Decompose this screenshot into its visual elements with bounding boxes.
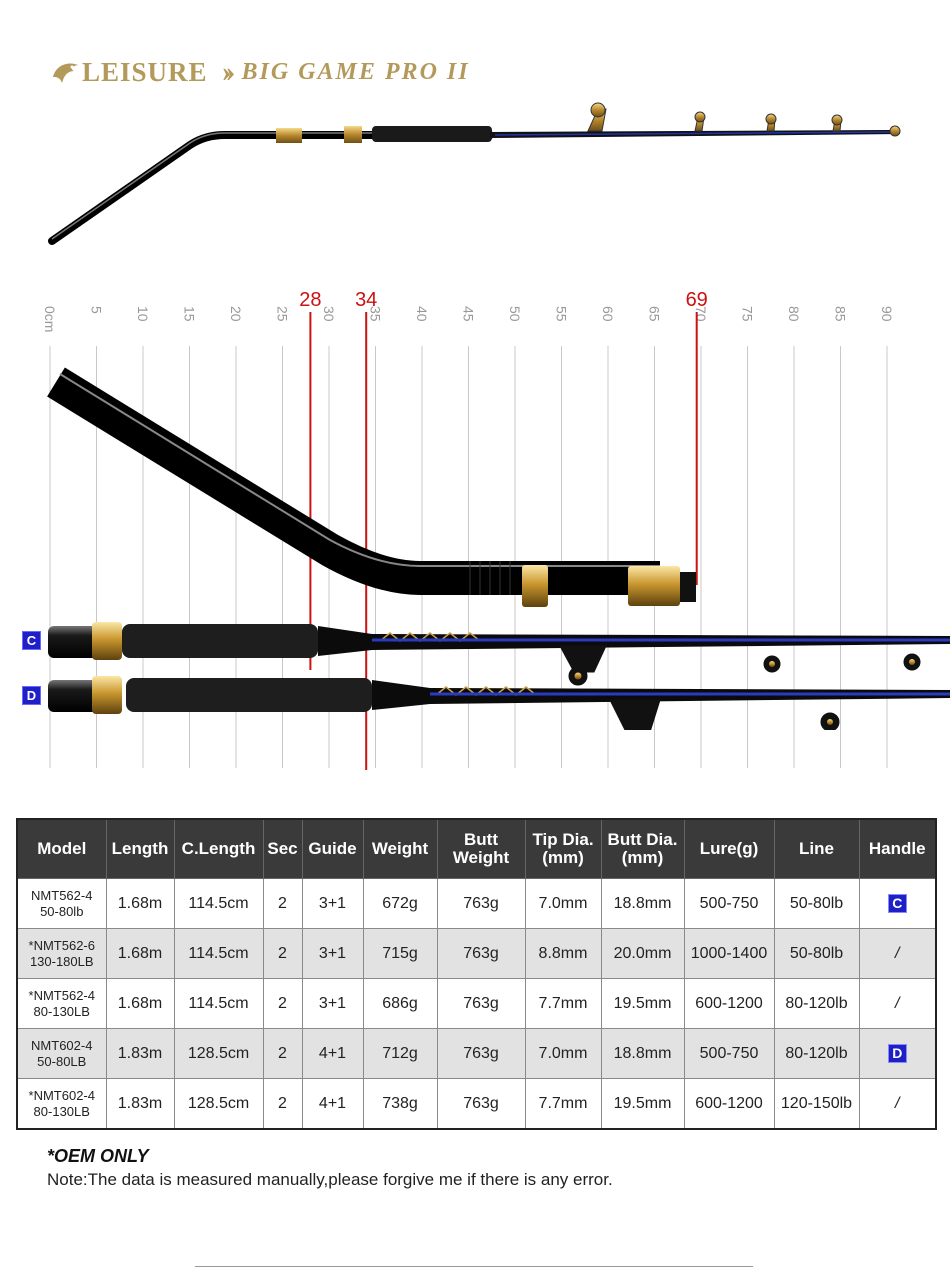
handle-none: / bbox=[895, 944, 900, 962]
length-cell: 1.68m bbox=[106, 979, 174, 1029]
butt-weight-cell: 763g bbox=[437, 1079, 525, 1130]
handle-d-badge: D bbox=[23, 687, 40, 704]
table-header-cell: Tip Dia. (mm) bbox=[525, 819, 601, 879]
butt-weight-cell: 763g bbox=[437, 1029, 525, 1079]
ruler-marker-label: 28 bbox=[299, 289, 322, 311]
weight-cell: 672g bbox=[363, 879, 437, 929]
ruler-marker-label: 34 bbox=[355, 289, 378, 311]
lure-cell: 600-1200 bbox=[684, 979, 774, 1029]
handle-cell bbox=[859, 929, 936, 979]
table-row bbox=[17, 1029, 936, 1079]
clength-cell: 114.5cm bbox=[174, 879, 263, 929]
model-cell: *NMT562-4 80-130LB bbox=[17, 979, 106, 1029]
brand-logo-text: LEISURE bbox=[82, 56, 208, 87]
weight-cell: 715g bbox=[363, 929, 437, 979]
table-row bbox=[17, 1079, 936, 1130]
line-cell: 50-80lb bbox=[774, 879, 859, 929]
sec-cell: 2 bbox=[263, 979, 302, 1029]
table-header-cell: Guide bbox=[302, 819, 363, 879]
handle-c-rod bbox=[48, 622, 950, 685]
length-cell: 1.68m bbox=[106, 929, 174, 979]
clength-cell: 128.5cm bbox=[174, 1029, 263, 1079]
table-header-row bbox=[17, 819, 936, 879]
ruler-tick-label: 35 bbox=[367, 306, 384, 322]
weight-cell: 712g bbox=[363, 1029, 437, 1079]
ruler-tick-label: 40 bbox=[414, 306, 430, 322]
ruler-tick-label: 20 bbox=[228, 306, 244, 322]
ruler-tick-label: 55 bbox=[553, 306, 570, 322]
oem-only-label: *OEM ONLY bbox=[47, 1146, 149, 1166]
table-header-cell: C.Length bbox=[174, 819, 263, 879]
ruler-tick-label: 10 bbox=[135, 306, 151, 322]
measurement-note: Note:The data is measured manually,please forgive me if there is any error. bbox=[47, 1170, 613, 1189]
table-header-cell: Length bbox=[106, 819, 174, 879]
table-row bbox=[17, 929, 936, 979]
line-cell: 50-80lb bbox=[774, 929, 859, 979]
clength-cell: 114.5cm bbox=[174, 979, 263, 1029]
tip-dia-cell: 8.8mm bbox=[525, 929, 601, 979]
table-header-cell: Weight bbox=[363, 819, 437, 879]
ruler-tick-label: 50 bbox=[507, 306, 523, 322]
line-cell: 80-120lb bbox=[774, 1029, 859, 1079]
full-rod-illustration bbox=[40, 95, 920, 255]
butt-dia-cell: 18.8mm bbox=[601, 879, 684, 929]
table-header-cell: Lure(g) bbox=[684, 819, 774, 879]
ruler-tick-label: 75 bbox=[739, 306, 756, 322]
sec-cell: 2 bbox=[263, 929, 302, 979]
handle-cell bbox=[859, 1029, 936, 1079]
length-cell: 1.68m bbox=[106, 879, 174, 929]
ruler-tick-label: 25 bbox=[274, 306, 291, 322]
model-cell: *NMT562-6 130-180LB bbox=[17, 929, 106, 979]
ruler-tick-label: 45 bbox=[460, 306, 477, 322]
lure-cell: 500-750 bbox=[684, 879, 774, 929]
model-cell: *NMT602-4 80-130LB bbox=[17, 1079, 106, 1130]
sec-cell: 2 bbox=[263, 879, 302, 929]
handle-d-rod bbox=[48, 676, 950, 730]
ruler-tick-label: 0cm bbox=[42, 306, 58, 333]
ruler-tick-label: 15 bbox=[181, 306, 198, 322]
brand-arrows: ›› bbox=[221, 55, 230, 88]
spec-table bbox=[16, 818, 937, 1130]
table-header-cell: Sec bbox=[263, 819, 302, 879]
handle-cell bbox=[859, 1079, 936, 1130]
model-cell: NMT602-4 50-80LB bbox=[17, 1029, 106, 1079]
table-row bbox=[17, 879, 936, 929]
ruler-marker-label: 69 bbox=[685, 289, 708, 311]
rod-closeups bbox=[0, 360, 950, 730]
line-cell: 120-150lb bbox=[774, 1079, 859, 1130]
ruler-tick-label: 80 bbox=[786, 306, 802, 322]
lure-cell: 500-750 bbox=[684, 1029, 774, 1079]
handle-cell bbox=[859, 879, 936, 929]
tip-dia-cell: 7.0mm bbox=[525, 1029, 601, 1079]
length-cell: 1.83m bbox=[106, 1029, 174, 1079]
butt-dia-cell: 18.8mm bbox=[601, 1029, 684, 1079]
brand-header bbox=[50, 52, 470, 92]
table-header-cell: Model bbox=[17, 819, 106, 879]
ruler-tick-label: 90 bbox=[879, 306, 895, 322]
guide-cell: 4+1 bbox=[302, 1079, 363, 1130]
butt-weight-cell: 763g bbox=[437, 979, 525, 1029]
weight-cell: 686g bbox=[363, 979, 437, 1029]
series-title: BIG GAME PRO II bbox=[241, 58, 470, 85]
guide-cell: 4+1 bbox=[302, 1029, 363, 1079]
butt-weight-cell: 763g bbox=[437, 879, 525, 929]
line-cell: 80-120lb bbox=[774, 979, 859, 1029]
tip-dia-cell: 7.0mm bbox=[525, 879, 601, 929]
table-row bbox=[17, 979, 936, 1029]
model-cell: NMT562-4 50-80lb bbox=[17, 879, 106, 929]
butt-dia-cell: 20.0mm bbox=[601, 929, 684, 979]
ruler-tick-label: 30 bbox=[321, 306, 337, 322]
footer-divider bbox=[195, 1266, 753, 1267]
sec-cell: 2 bbox=[263, 1029, 302, 1079]
weight-cell: 738g bbox=[363, 1079, 437, 1130]
guide-cell: 3+1 bbox=[302, 929, 363, 979]
handle-none: / bbox=[895, 1094, 900, 1112]
butt-dia-cell: 19.5mm bbox=[601, 979, 684, 1029]
ruler-tick-label: 65 bbox=[646, 306, 663, 322]
butt-dia-cell: 19.5mm bbox=[601, 1079, 684, 1130]
bent-butt-closeup bbox=[56, 374, 696, 607]
eagle-logo-icon bbox=[50, 57, 80, 87]
handle-c-badge: C bbox=[23, 632, 40, 649]
ruler-tick-label: 60 bbox=[600, 306, 616, 322]
lure-cell: 1000-1400 bbox=[684, 929, 774, 979]
handle-none: / bbox=[895, 994, 900, 1012]
handle-badge: C bbox=[889, 895, 906, 912]
length-cell: 1.83m bbox=[106, 1079, 174, 1130]
ruler-tick-label: 5 bbox=[88, 306, 105, 314]
butt-weight-cell: 763g bbox=[437, 929, 525, 979]
tip-dia-cell: 7.7mm bbox=[525, 979, 601, 1029]
handle-cell bbox=[859, 979, 936, 1029]
handle-badge: D bbox=[889, 1045, 906, 1062]
ruler-tick-label: 70 bbox=[693, 306, 709, 322]
table-header-cell: Butt Weight bbox=[437, 819, 525, 879]
sec-cell: 2 bbox=[263, 1079, 302, 1130]
table-header-cell: Line bbox=[774, 819, 859, 879]
table-header-cell: Handle bbox=[859, 819, 936, 879]
table-header-cell: Butt Dia. (mm) bbox=[601, 819, 684, 879]
guide-cell: 3+1 bbox=[302, 879, 363, 929]
lure-cell: 600-1200 bbox=[684, 1079, 774, 1130]
ruler-tick-label: 85 bbox=[832, 306, 849, 322]
guide-cell: 3+1 bbox=[302, 979, 363, 1029]
clength-cell: 128.5cm bbox=[174, 1079, 263, 1130]
tip-dia-cell: 7.7mm bbox=[525, 1079, 601, 1130]
clength-cell: 114.5cm bbox=[174, 929, 263, 979]
